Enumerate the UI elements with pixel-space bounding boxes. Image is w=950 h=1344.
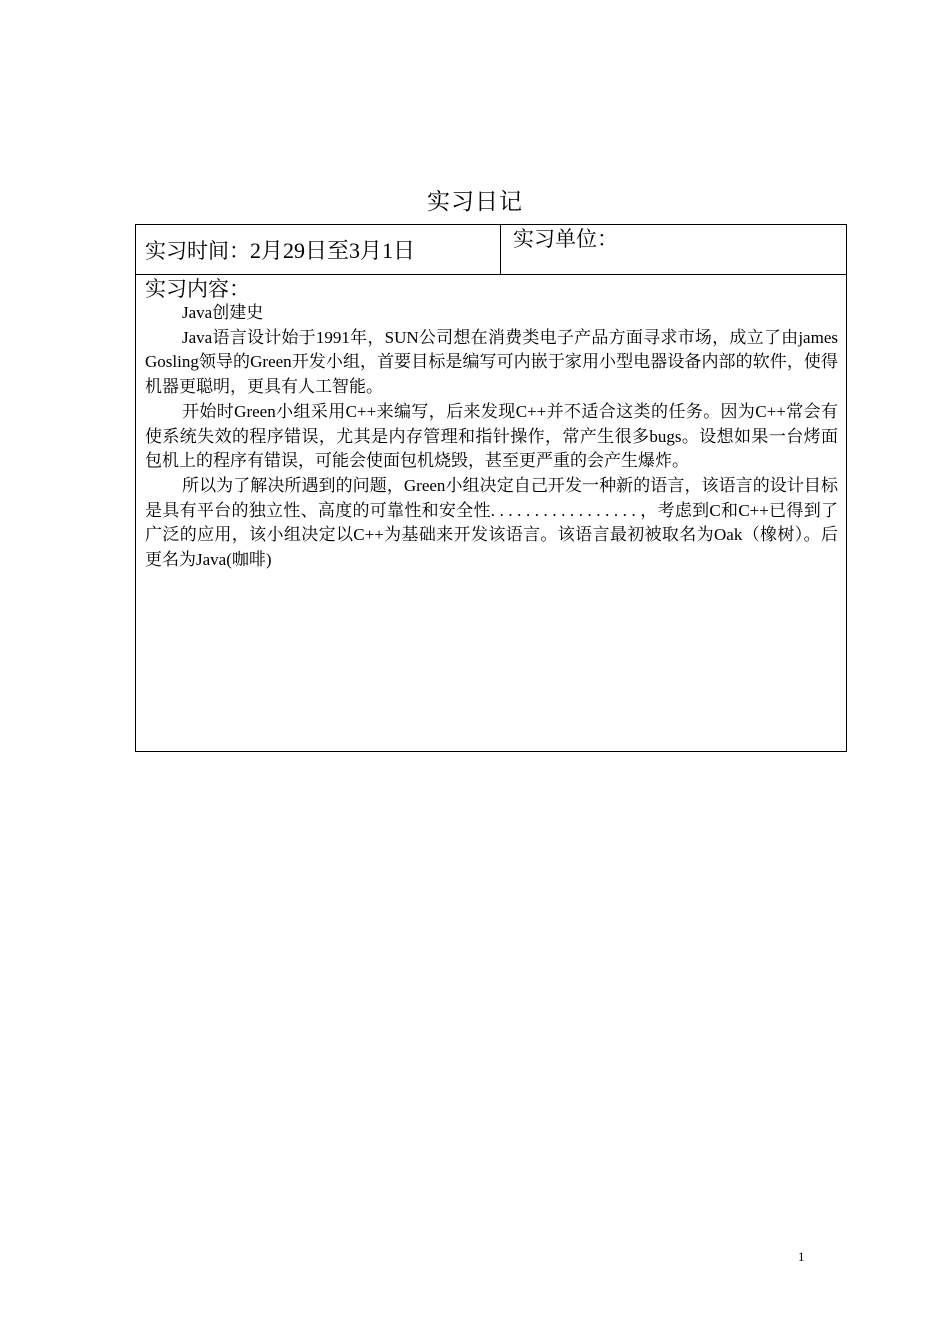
internship-time-value: 2月29日至3月1日: [250, 238, 416, 263]
document-title: 实习日记: [427, 189, 523, 215]
internship-content-cell: [136, 275, 846, 751]
header-row: [136, 225, 846, 275]
diary-table: [135, 224, 847, 752]
content-paragraph-2: 开始时Green小组采用C++来编写，后来发现C++并不适合这类的任务。因为C++常会有使系统失效的程序错误，尤其是内存管理和指针操作，常产生很多bugs。设想如果一台烤面包机上的程序有错误，可能会使面包机烧毁，甚至更严重的会产生爆炸。: [145, 401, 838, 471]
content-paragraph-3: 所以为了解决所遇到的问题，Green小组决定自己开发一种新的语言，该语言的设计目标是具有平台的独立性、高度的可靠性和安全性. . . . . . . . . . . . . . . . . ，考虑到C和C++已得到了广泛的应用，该小组决定以C++为基础来开发该语言。该语言最初被取名为Oak（橡树）。后更名为Java(咖啡): [145, 475, 838, 570]
content-paragraph-1: Java语言设计始于1991年，SUN公司想在消费类电子产品方面寻求市场，成立了由james Gosling领导的Green开发小组，首要目标是编写可内嵌于家用小型电器设备内部的软件，使得机器更聪明，更具有人工智能。: [145, 327, 838, 397]
internship-unit-cell: [502, 225, 846, 274]
page-number: 1: [798, 1249, 805, 1264]
content-heading: Java创建史: [182, 303, 264, 322]
internship-unit-label: 实习单位：: [513, 227, 618, 251]
internship-time-label: 实习时间：: [145, 239, 250, 263]
internship-time-cell: [136, 225, 501, 274]
internship-content-label: 实习内容：: [145, 277, 250, 301]
